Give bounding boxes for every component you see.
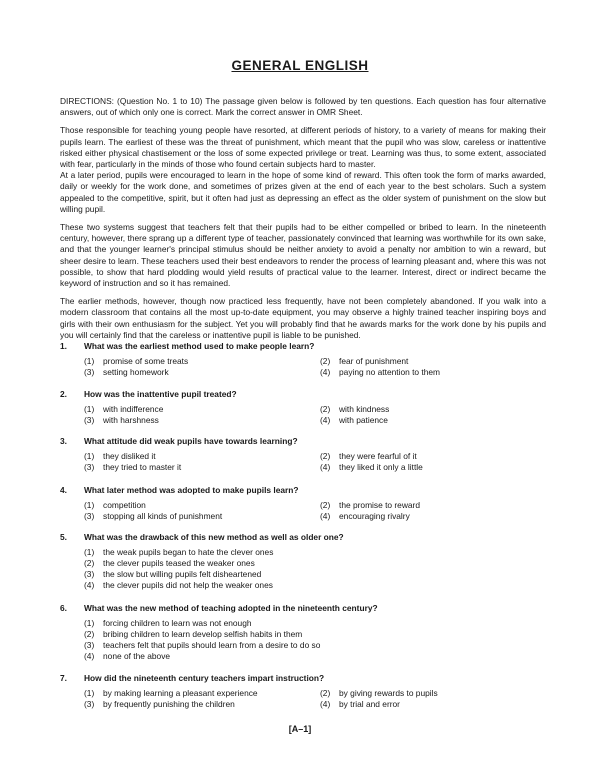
- options: [84, 688, 546, 710]
- option-1[interactable]: [84, 356, 310, 367]
- option-text: the clever pupils did not help the weaker ones: [103, 580, 273, 590]
- option-text: encouraging rivalry: [339, 511, 410, 521]
- option-number: (3): [84, 462, 95, 472]
- option-number: (4): [320, 415, 331, 425]
- option-text: they were fearful of it: [339, 451, 417, 461]
- option-4[interactable]: [320, 462, 546, 473]
- options: [84, 618, 546, 662]
- question-number: 1.: [60, 341, 67, 351]
- option-text: none of the above: [103, 651, 171, 661]
- option-3[interactable]: [84, 640, 546, 651]
- passage-paragraph-1: Those responsible for teaching young people have resorted, at different periods of history, to a variety of means for making their pupils learn. The earliest of these was the threat of punishment, which meant that the pupil who was slow, careless or inattentive risked either physical chastisement or the loss of some expected privilege or treat. Learning was thus, to some extent, associated with fear, particularly in the minds of those who found certain subjects hard to master.: [60, 125, 546, 170]
- question-text: What later method was adopted to make pupils learn?: [84, 485, 299, 495]
- option-number: (1): [84, 500, 95, 510]
- option-3[interactable]: [84, 569, 546, 580]
- option-number: (3): [84, 640, 95, 650]
- option-2[interactable]: [320, 404, 546, 415]
- option-1[interactable]: [84, 688, 310, 699]
- question-number: 4.: [60, 485, 67, 495]
- option-3[interactable]: [84, 511, 310, 522]
- option-number: (3): [84, 367, 95, 377]
- question-3: [60, 436, 546, 473]
- option-4[interactable]: [320, 511, 546, 522]
- question-7: [60, 673, 546, 710]
- option-number: (2): [84, 558, 95, 568]
- question-1: [60, 341, 546, 378]
- option-text: competition: [103, 500, 146, 510]
- option-number: (2): [320, 500, 331, 510]
- option-text: stopping all kinds of punishment: [103, 511, 223, 521]
- option-4[interactable]: [320, 415, 546, 426]
- option-text: teachers felt that pupils should learn from a desire to do so: [103, 640, 321, 650]
- option-text: forcing children to learn was not enough: [103, 618, 252, 628]
- option-number: (2): [320, 451, 331, 461]
- option-4[interactable]: [84, 651, 546, 662]
- question-text: How did the nineteenth century teachers impart instruction?: [84, 673, 325, 683]
- question-4: [60, 485, 546, 522]
- question-text: What was the earliest method used to make people learn?: [84, 341, 315, 351]
- question-number: 7.: [60, 673, 67, 683]
- options: [84, 356, 546, 378]
- option-number: (3): [84, 569, 95, 579]
- passage-block: [60, 96, 546, 348]
- option-3[interactable]: [84, 462, 310, 473]
- option-number: (2): [84, 629, 95, 639]
- option-number: (1): [84, 404, 95, 414]
- option-text: by trial and error: [339, 699, 400, 709]
- question-number: 5.: [60, 532, 67, 542]
- option-1[interactable]: [84, 547, 546, 558]
- option-4[interactable]: [84, 580, 546, 591]
- option-number: (4): [320, 511, 331, 521]
- option-text: the weak pupils began to hate the clever ones: [103, 547, 274, 557]
- option-text: by making learning a pleasant experience: [103, 688, 258, 698]
- page-number: [A–1]: [288, 724, 312, 734]
- option-text: bribing children to learn develop selfish habits in them: [103, 629, 303, 639]
- option-number: (1): [84, 547, 95, 557]
- question-text: How was the inattentive pupil treated?: [84, 389, 237, 399]
- options: [84, 547, 546, 591]
- option-4[interactable]: [320, 367, 546, 378]
- option-number: (4): [320, 462, 331, 472]
- option-2[interactable]: [320, 688, 546, 699]
- option-number: (1): [84, 451, 95, 461]
- option-text: with kindness: [339, 404, 390, 414]
- option-2[interactable]: [84, 558, 546, 569]
- option-number: (2): [320, 404, 331, 414]
- question-5: [60, 532, 546, 591]
- option-number: (3): [84, 415, 95, 425]
- question-number: 6.: [60, 603, 67, 613]
- passage-paragraph-2: At a later period, pupils were encouraged to learn in the hope of some kind of reward. This often took the form of marks awarded, daily or weekly for the work done, and sometimes of prizes given at the end of each year to the best scholars. Such a system appealed to the competitive, spirit, but it often had just as depressing an effect as the older system of punishment on the slow but willing pupil.: [60, 170, 546, 214]
- option-number: (1): [84, 688, 95, 698]
- option-3[interactable]: [84, 367, 310, 378]
- option-number: (4): [84, 651, 95, 661]
- option-text: they liked it only a little: [339, 462, 423, 472]
- option-number: (1): [84, 356, 95, 366]
- option-number: (1): [84, 618, 95, 628]
- question-number: 2.: [60, 389, 67, 399]
- option-3[interactable]: [84, 699, 310, 710]
- question-6: [60, 603, 546, 662]
- option-number: (3): [84, 511, 95, 521]
- options: [84, 451, 546, 473]
- option-1[interactable]: [84, 404, 310, 415]
- option-3[interactable]: [84, 415, 310, 426]
- question-text: What attitude did weak pupils have towards learning?: [84, 436, 298, 446]
- option-number: (3): [84, 699, 95, 709]
- option-text: by frequently punishing the children: [103, 699, 235, 709]
- option-2[interactable]: [320, 500, 546, 511]
- option-number: (4): [84, 580, 95, 590]
- page-title: GENERAL ENGLISH: [231, 58, 369, 73]
- option-number: (4): [320, 699, 331, 709]
- option-2[interactable]: [320, 356, 546, 367]
- directions-text: DIRECTIONS: (Question No. 1 to 10) The passage given below is followed by ten questions. Each question has four alternative answers, out of which only one is correct. Mark the correct answer in OMR Sheet.: [60, 96, 546, 118]
- option-text: the clever pupils teased the weaker ones: [103, 558, 255, 568]
- question-number: 3.: [60, 436, 67, 446]
- option-number: (2): [320, 356, 331, 366]
- option-text: they disliked it: [103, 451, 156, 461]
- option-text: paying no attention to them: [339, 367, 441, 377]
- option-text: promise of some treats: [103, 356, 189, 366]
- option-1[interactable]: [84, 500, 310, 511]
- option-2[interactable]: [84, 629, 546, 640]
- option-number: (2): [320, 688, 331, 698]
- option-number: (4): [320, 367, 331, 377]
- passage-paragraph-4: The earlier methods, however, though now practiced less frequently, have not been completely abandoned. If you walk into a modern classroom that contains all the most up-to-date equipment, you may observe a highly trained teacher inspiring boys and girls with their own enthusiasm for the subject. Yet you will probably find that he awards marks for the work done by his pupils and you will certainly find that the careless or inattentive pupil is liable to be punished.: [60, 296, 546, 340]
- question-text: What was the new method of teaching adopted in the nineteenth century?: [84, 603, 378, 613]
- option-text: they tried to master it: [103, 462, 182, 472]
- option-4[interactable]: [320, 699, 546, 710]
- options: [84, 500, 546, 522]
- option-1[interactable]: [84, 618, 546, 629]
- passage-paragraph-3: These two systems suggest that teachers felt that their pupils had to be either compelled or bribed to learn. In the nineteenth century, however, there sprang up a different type of teacher, passionately convinced that learning was worthwhile for its own sake, and that the younger learner's principal stimulus should be neither anxiety to avoid a penalty nor ambition to win a reward, but sheer desire to learn. These teachers used their best endeavors to render the process of learning pleasant and, where this was not possible, to show that hard plodding would yield results of practical value to the learner. Interest, direct or indirect became the keyword of instruction and so it has remained.: [60, 222, 546, 289]
- option-1[interactable]: [84, 451, 310, 462]
- question-text: What was the drawback of this new method as well as older one?: [84, 532, 344, 542]
- options: [84, 404, 546, 426]
- option-text: the slow but willing pupils felt disheartened: [103, 569, 262, 579]
- option-text: fear of punishment: [339, 356, 409, 366]
- option-text: with indifference: [103, 404, 164, 414]
- question-2: [60, 389, 546, 426]
- option-text: with patience: [339, 415, 388, 425]
- option-text: with harshness: [103, 415, 159, 425]
- option-2[interactable]: [320, 451, 546, 462]
- option-text: the promise to reward: [339, 500, 420, 510]
- option-text: by giving rewards to pupils: [339, 688, 438, 698]
- option-text: setting homework: [103, 367, 169, 377]
